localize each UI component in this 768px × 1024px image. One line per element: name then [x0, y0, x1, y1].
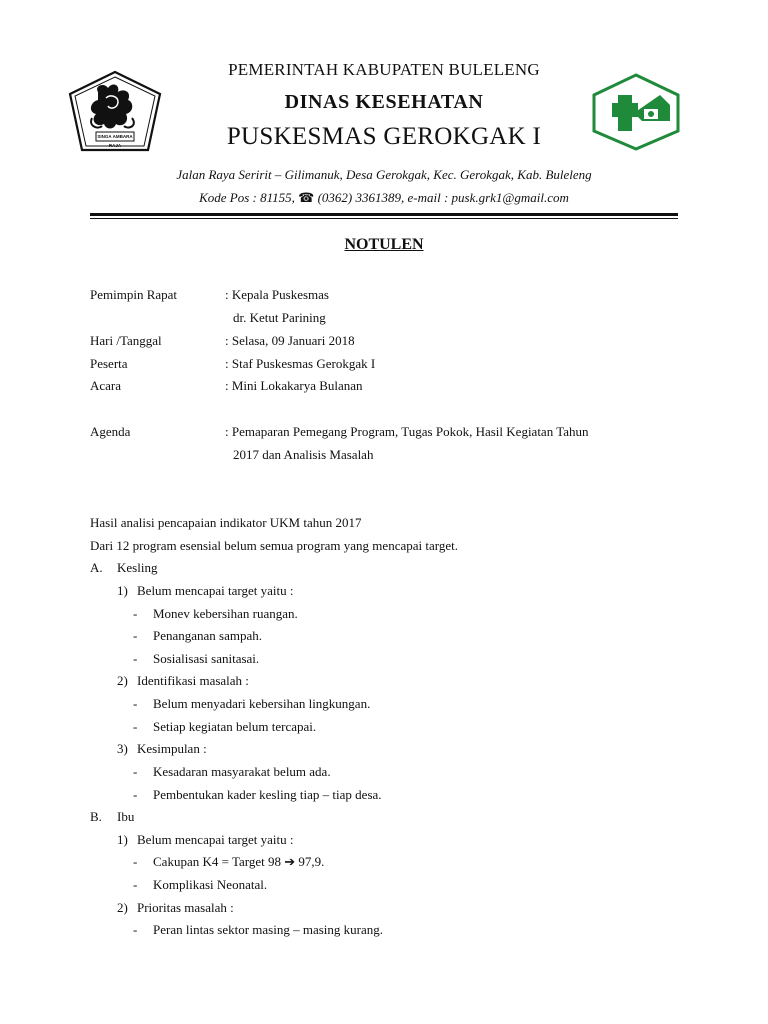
bullet-text: Belum menyadari kebersihan lingkungan. — [153, 696, 371, 711]
header-puskesmas-name: PUSKESMAS GEROKGAK I — [226, 123, 542, 150]
meeting-label: Agenda — [90, 424, 131, 439]
item-number: 2) — [117, 900, 128, 915]
header-divider-thick — [90, 213, 678, 216]
bullet-text: Cakupan K4 = Target 98 — [153, 854, 285, 869]
bullet-text: Monev kebersihan ruangan. — [153, 606, 298, 621]
header-address: Jalan Raya Seririt – Gilimanuk, Desa Gerokgak, Kec. Gerokgak, Kab. Buleleng — [176, 167, 592, 182]
body-intro: Hasil analisi pencapaian indikator UKM tahun 2017 — [90, 515, 362, 530]
item-text: Prioritas masalah : — [137, 900, 234, 915]
meeting-value: : Pemaparan Pemegang Program, Tugas Pokok, Hasil Kegiatan Tahun — [225, 424, 589, 439]
meeting-label: Peserta — [90, 356, 128, 371]
bullet-dash: - — [133, 922, 138, 937]
meeting-value: 2017 dan Analisis Masalah — [233, 447, 374, 462]
section-marker: A. — [90, 560, 103, 575]
item-number: 1) — [117, 583, 128, 598]
bullet-dash: - — [133, 787, 138, 802]
bullet-text: Penanganan sampah. — [153, 628, 263, 643]
section-title: Kesling — [117, 560, 158, 575]
item-text: Belum mencapai target yaitu : — [137, 583, 294, 598]
bullet-dash: - — [133, 651, 138, 666]
item-number: 1) — [117, 832, 128, 847]
header-government-line: PEMERINTAH KABUPATEN BULELENG — [228, 60, 540, 79]
meeting-value: : Mini Lokakarya Bulanan — [225, 378, 363, 393]
bullet-dash: - — [133, 764, 138, 779]
bullet-text: Sosialisasi sanitasai. — [153, 651, 260, 666]
header-department-line: DINAS KESEHATAN — [284, 91, 484, 113]
bullet-dash: - — [133, 877, 138, 892]
meeting-value: : Staf Puskesmas Gerokgak I — [225, 356, 376, 371]
bullet-text: Kesadaran masyarakat belum ada. — [153, 764, 331, 779]
meeting-label: Hari /Tanggal — [90, 333, 162, 348]
bullet-text: Komplikasi Neonatal. — [153, 877, 268, 892]
bullet-dash: - — [133, 719, 138, 734]
meeting-value: dr. Ketut Parining — [233, 310, 326, 325]
contact-postcode: Kode Pos : 81155, — [199, 190, 299, 205]
bullet-dash: - — [133, 606, 138, 621]
section-title: Ibu — [117, 809, 135, 824]
header-contact — [0, 190, 768, 206]
item-number: 3) — [117, 741, 128, 756]
bullet-text: Peran lintas sektor masing – masing kurang. — [153, 922, 383, 937]
document-title: NOTULEN — [344, 236, 424, 253]
section-marker: B. — [90, 809, 102, 824]
item-number: 2) — [117, 673, 128, 688]
bullet-dash: - — [133, 854, 138, 869]
bullet-line — [153, 854, 324, 870]
telephone-icon: ☎ — [298, 190, 315, 205]
arrow-right-icon: ➔ — [284, 854, 296, 869]
bullet-text-value: 97,9. — [298, 854, 325, 869]
item-text: Kesimpulan : — [137, 741, 207, 756]
bullet-dash: - — [133, 696, 138, 711]
body-intro: Dari 12 program esensial belum semua program yang mencapai target. — [90, 538, 458, 553]
bullet-text: Pembentukan kader kesling tiap – tiap desa. — [153, 787, 382, 802]
bullet-dash: - — [133, 628, 138, 643]
header-divider-thin — [90, 218, 678, 219]
meeting-label: Pemimpin Rapat — [90, 287, 178, 302]
bullet-text: Setiap kegiatan belum tercapai. — [153, 719, 317, 734]
item-text: Belum mencapai target yaitu : — [137, 832, 294, 847]
meeting-value: : Selasa, 09 Januari 2018 — [225, 333, 355, 348]
meeting-value: : Kepala Puskesmas — [225, 287, 329, 302]
item-text: Identifikasi masalah : — [137, 673, 249, 688]
contact-phone-email: (0362) 3361389, e-mail : pusk.grk1@gmail.com — [314, 190, 569, 205]
emblem-motto-text: SINGA AMBARA RAJA — [97, 134, 133, 148]
meeting-label: Acara — [90, 378, 122, 393]
